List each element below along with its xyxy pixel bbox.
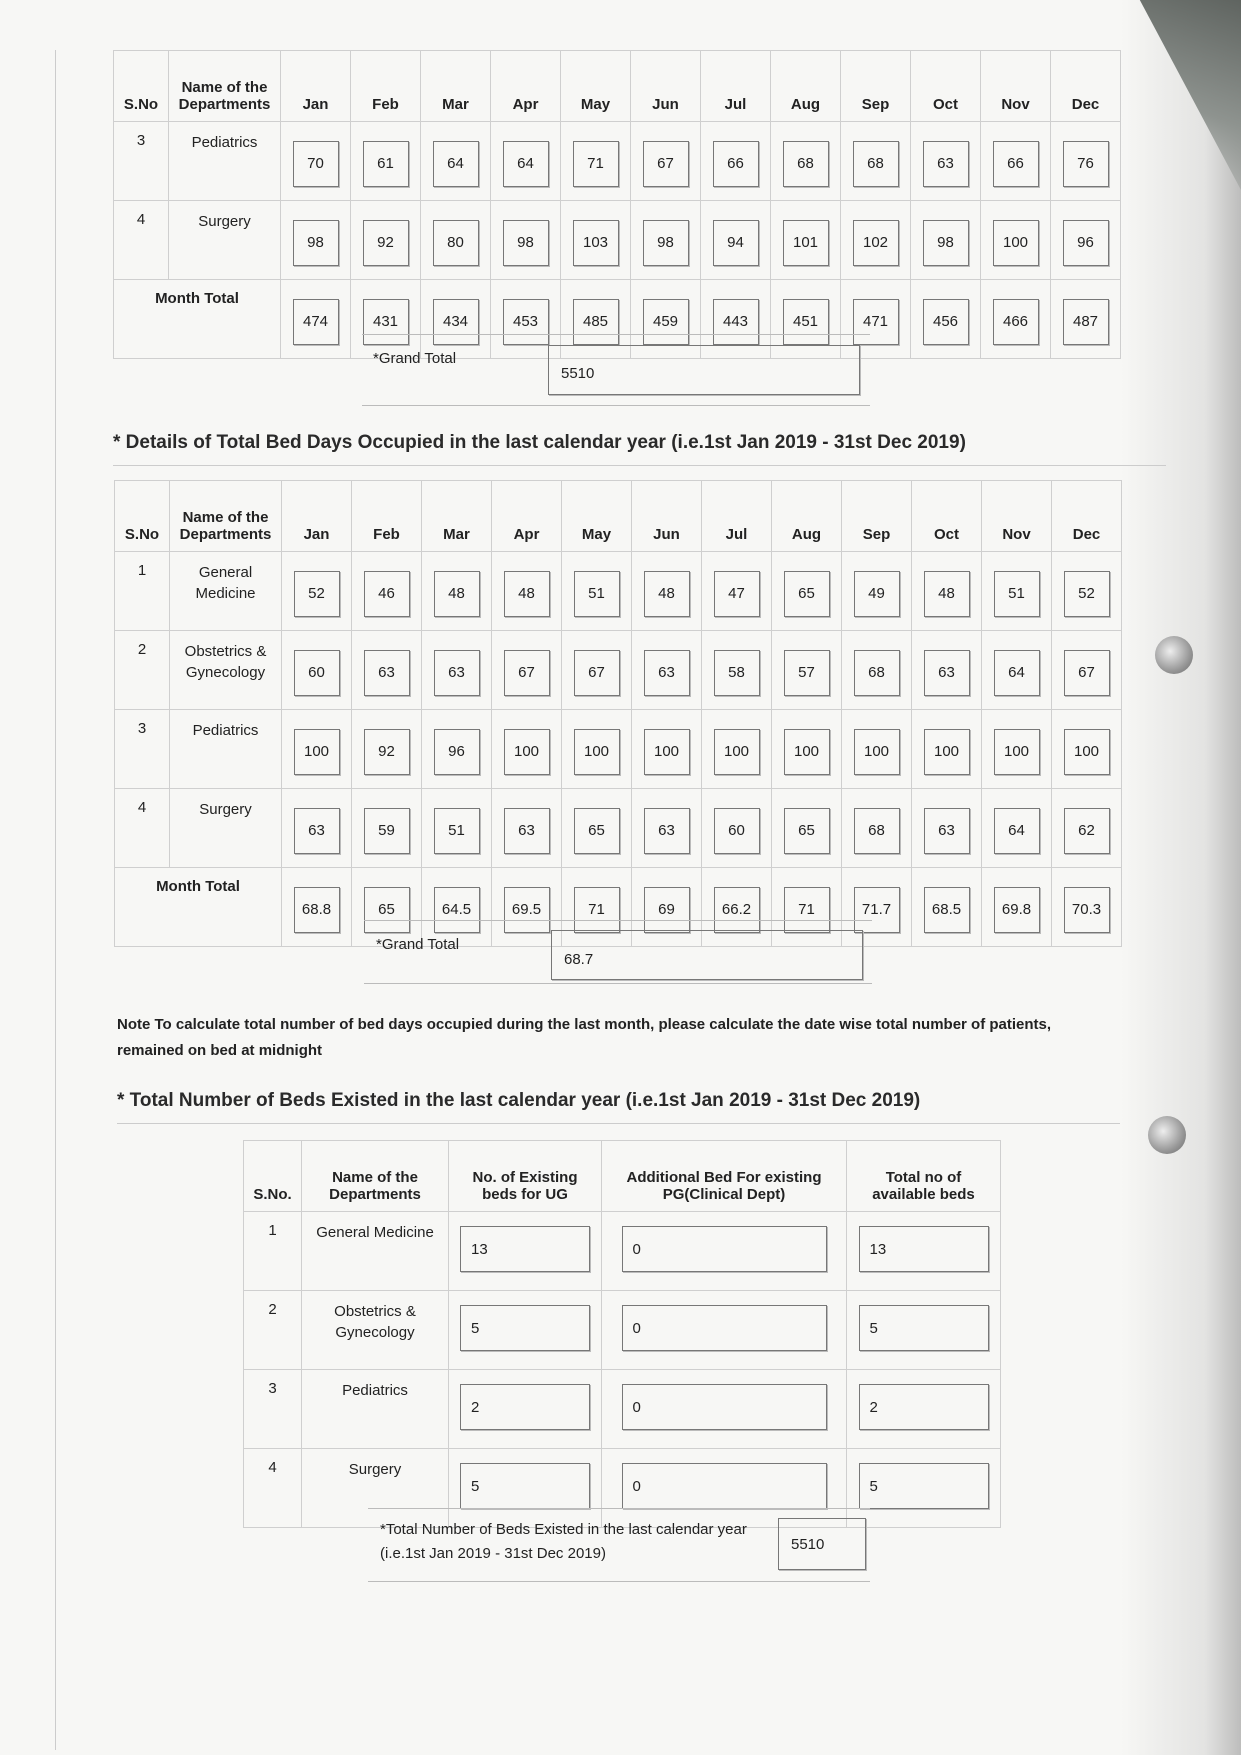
total-value-box: 5 <box>859 1463 989 1509</box>
value-box: 443 <box>713 299 759 345</box>
value-cell <box>702 552 772 631</box>
grand-total-value: 5510 <box>548 345 860 395</box>
value-box: 100 <box>294 729 340 775</box>
value-box: 67 <box>574 650 620 696</box>
value-box: 63 <box>294 808 340 854</box>
page-edge-shadow <box>1121 0 1241 1755</box>
value-cell <box>281 122 351 201</box>
value-cell <box>562 552 632 631</box>
value-cell <box>772 631 842 710</box>
value-box: 76 <box>1063 141 1109 187</box>
col-sno: S.No <box>115 481 170 552</box>
value-cell <box>841 201 911 280</box>
ug-value-box: 13 <box>460 1226 590 1272</box>
total-value-box: 2 <box>859 1384 989 1430</box>
row-department: Pediatrics <box>302 1370 449 1449</box>
value-box: 101 <box>783 220 829 266</box>
value-box: 48 <box>924 571 970 617</box>
value-cell <box>912 552 982 631</box>
value-box: 63 <box>504 808 550 854</box>
value-cell <box>981 122 1051 201</box>
pg-value-box: 0 <box>622 1226 827 1272</box>
value-box: 47 <box>714 571 760 617</box>
value-cell <box>982 552 1052 631</box>
value-box: 65 <box>784 808 830 854</box>
value-cell <box>491 201 561 280</box>
col-month: Jan <box>281 51 351 122</box>
col-month: Dec <box>1051 51 1121 122</box>
table-row <box>114 201 1121 280</box>
value-box: 98 <box>503 220 549 266</box>
value-box: 100 <box>504 729 550 775</box>
value-box: 92 <box>363 220 409 266</box>
value-cell <box>981 201 1051 280</box>
value-box: 474 <box>293 299 339 345</box>
bed-days-table <box>114 480 1122 947</box>
value-cell <box>351 201 421 280</box>
value-box: 51 <box>434 808 480 854</box>
value-cell <box>842 789 912 868</box>
value-cell <box>561 201 631 280</box>
value-box: 64 <box>503 141 549 187</box>
value-cell <box>449 1212 602 1291</box>
note-text: Note To calculate total number of bed days occupied during the last month, please calculate the date wise total number of patients, remained on bed at midnight <box>117 1016 1052 1059</box>
value-box: 66 <box>993 141 1039 187</box>
col-department: Name of the Departments <box>170 481 282 552</box>
value-box: 51 <box>994 571 1040 617</box>
col-month: May <box>561 51 631 122</box>
value-box: 52 <box>1064 571 1110 617</box>
value-cell <box>982 631 1052 710</box>
value-cell <box>632 552 702 631</box>
row-sno: 2 <box>244 1291 302 1370</box>
value-box: 487 <box>1063 299 1109 345</box>
beds-existed-heading: * Total Number of Beds Existed in the last calendar year (i.e.1st Jan 2019 - 31st Dec 2019) <box>117 1090 921 1111</box>
table-row <box>115 789 1122 868</box>
col-month: Jan <box>282 481 352 552</box>
value-box: 68.8 <box>294 887 340 933</box>
value-cell <box>772 789 842 868</box>
value-cell <box>422 710 492 789</box>
row-sno: 2 <box>115 631 170 710</box>
value-box: 434 <box>433 299 479 345</box>
total-beds-value: 5510 <box>778 1518 866 1570</box>
table-row <box>115 631 1122 710</box>
value-box: 66 <box>713 141 759 187</box>
value-cell <box>632 710 702 789</box>
value-box: 67 <box>504 650 550 696</box>
value-box: 64 <box>994 650 1040 696</box>
value-box: 48 <box>644 571 690 617</box>
table-row <box>115 552 1122 631</box>
value-cell <box>562 710 632 789</box>
value-cell <box>842 552 912 631</box>
table-header <box>114 51 1121 122</box>
ug-value-box: 5 <box>460 1463 590 1509</box>
value-box: 103 <box>573 220 619 266</box>
value-cell <box>1051 280 1121 359</box>
col-month: May <box>562 481 632 552</box>
value-cell <box>702 631 772 710</box>
value-box: 69 <box>644 887 690 933</box>
value-cell <box>982 868 1052 947</box>
value-box: 67 <box>1064 650 1110 696</box>
col-month: Oct <box>912 481 982 552</box>
total-beds-label: *Total Number of Beds Existed in the last calendar year (i.e.1st Jan 2019 - 31st Dec 2019) <box>380 1521 747 1562</box>
value-box: 68 <box>854 650 900 696</box>
value-box: 68 <box>783 141 829 187</box>
value-cell <box>562 789 632 868</box>
value-cell <box>912 631 982 710</box>
row-department: Surgery <box>170 789 282 868</box>
value-cell <box>847 1370 1001 1449</box>
value-cell <box>911 280 981 359</box>
value-box: 100 <box>854 729 900 775</box>
col-month: Feb <box>352 481 422 552</box>
value-cell <box>602 1291 847 1370</box>
value-cell <box>701 122 771 201</box>
value-cell <box>702 710 772 789</box>
value-box: 100 <box>574 729 620 775</box>
value-cell <box>632 789 702 868</box>
value-box: 62 <box>1064 808 1110 854</box>
col-month: Aug <box>772 481 842 552</box>
value-box: 69.5 <box>504 887 550 933</box>
value-box: 68 <box>854 808 900 854</box>
table-row <box>244 1212 1001 1291</box>
value-box: 63 <box>924 650 970 696</box>
table-header <box>244 1141 1001 1212</box>
value-box: 100 <box>924 729 970 775</box>
value-cell <box>631 201 701 280</box>
value-box: 68 <box>853 141 899 187</box>
row-department: Pediatrics <box>169 122 281 201</box>
col-month: Jun <box>632 481 702 552</box>
value-box: 100 <box>784 729 830 775</box>
pg-value-box: 0 <box>622 1305 827 1351</box>
table-header <box>115 481 1122 552</box>
value-cell <box>492 631 562 710</box>
value-box: 63 <box>644 650 690 696</box>
punch-hole <box>1155 636 1193 674</box>
col-sno: S.No. <box>244 1141 302 1212</box>
value-cell <box>631 122 701 201</box>
total-value-box: 13 <box>859 1226 989 1272</box>
value-box: 49 <box>854 571 900 617</box>
value-box: 71 <box>574 887 620 933</box>
value-box: 48 <box>504 571 550 617</box>
col-month: Oct <box>911 51 981 122</box>
row-sno: 1 <box>244 1212 302 1291</box>
value-cell <box>421 201 491 280</box>
value-box: 71.7 <box>854 887 900 933</box>
col-sno: S.No <box>114 51 169 122</box>
col-month: Jul <box>701 51 771 122</box>
value-box: 71 <box>784 887 830 933</box>
value-cell <box>602 1370 847 1449</box>
value-cell <box>702 789 772 868</box>
value-cell <box>282 631 352 710</box>
margin-rule <box>55 50 56 1750</box>
value-box: 98 <box>293 220 339 266</box>
value-box: 98 <box>643 220 689 266</box>
value-box: 65 <box>784 571 830 617</box>
col-department: Name of the Departments <box>302 1141 449 1212</box>
ug-value-box: 2 <box>460 1384 590 1430</box>
value-box: 466 <box>993 299 1039 345</box>
col-month: Dec <box>1052 481 1122 552</box>
value-cell <box>562 631 632 710</box>
value-cell <box>701 201 771 280</box>
value-cell <box>911 122 981 201</box>
value-box: 100 <box>1064 729 1110 775</box>
value-cell <box>1052 552 1122 631</box>
col-total-beds: Total no of available beds <box>847 1141 1001 1212</box>
value-box: 100 <box>993 220 1039 266</box>
value-box: 431 <box>363 299 409 345</box>
value-cell <box>771 122 841 201</box>
value-cell <box>847 1212 1001 1291</box>
value-box: 471 <box>853 299 899 345</box>
value-cell <box>772 552 842 631</box>
value-box: 63 <box>923 141 969 187</box>
value-box: 102 <box>853 220 899 266</box>
value-cell <box>561 122 631 201</box>
value-box: 92 <box>364 729 410 775</box>
col-department: Name of the Departments <box>169 51 281 122</box>
value-box: 64 <box>433 141 479 187</box>
beds-table <box>243 1140 1001 1528</box>
value-cell <box>912 789 982 868</box>
value-box: 80 <box>433 220 479 266</box>
value-cell <box>282 710 352 789</box>
row-sno: 3 <box>115 710 170 789</box>
value-cell <box>912 868 982 947</box>
value-box: 60 <box>714 808 760 854</box>
value-box: 453 <box>503 299 549 345</box>
admissions-table <box>113 50 1121 359</box>
row-department: Obstetrics & Gynecology <box>302 1291 449 1370</box>
value-cell <box>1052 868 1122 947</box>
grand-total-label: *Grand Total <box>376 936 460 953</box>
col-month: Apr <box>491 51 561 122</box>
value-cell <box>352 789 422 868</box>
col-month: Nov <box>982 481 1052 552</box>
value-box: 100 <box>714 729 760 775</box>
ug-value-box: 5 <box>460 1305 590 1351</box>
value-cell <box>281 280 351 359</box>
value-box: 59 <box>364 808 410 854</box>
col-month: Apr <box>492 481 562 552</box>
value-cell <box>421 122 491 201</box>
total-value-box: 5 <box>859 1305 989 1351</box>
value-cell <box>281 201 351 280</box>
value-cell <box>422 552 492 631</box>
row-sno: 4 <box>115 789 170 868</box>
row-department: Pediatrics <box>170 710 282 789</box>
value-box: 57 <box>784 650 830 696</box>
value-cell <box>1052 789 1122 868</box>
grand-total-value: 68.7 <box>551 930 863 980</box>
value-cell <box>1052 631 1122 710</box>
col-month: Jun <box>631 51 701 122</box>
col-month: Feb <box>351 51 421 122</box>
value-cell <box>912 710 982 789</box>
row-sno: 4 <box>244 1449 302 1528</box>
bed-days-heading: * Details of Total Bed Days Occupied in the last calendar year (i.e.1st Jan 2019 - 31st Dec 2019) <box>113 432 966 453</box>
value-box: 63 <box>434 650 480 696</box>
value-cell <box>491 122 561 201</box>
col-month: Mar <box>422 481 492 552</box>
value-box: 70.3 <box>1064 887 1110 933</box>
value-cell <box>1051 201 1121 280</box>
value-box: 46 <box>364 571 410 617</box>
value-box: 70 <box>293 141 339 187</box>
col-month: Aug <box>771 51 841 122</box>
row-department: Obstetrics & Gynecology <box>170 631 282 710</box>
grand-total-label: *Grand Total <box>373 350 457 367</box>
value-box: 48 <box>434 571 480 617</box>
value-cell <box>632 631 702 710</box>
col-month: Mar <box>421 51 491 122</box>
value-box: 61 <box>363 141 409 187</box>
value-box: 67 <box>643 141 689 187</box>
value-cell <box>602 1212 847 1291</box>
table-row <box>114 122 1121 201</box>
row-department: General Medicine <box>170 552 282 631</box>
value-cell <box>842 631 912 710</box>
month-total-label: Month Total <box>115 868 282 947</box>
row-sno: 3 <box>114 122 169 201</box>
value-cell <box>492 552 562 631</box>
value-cell <box>841 122 911 201</box>
value-cell <box>982 710 1052 789</box>
value-box: 96 <box>1063 220 1109 266</box>
value-box: 64.5 <box>434 887 480 933</box>
table-row <box>244 1291 1001 1370</box>
row-sno: 3 <box>244 1370 302 1449</box>
pg-value-box: 0 <box>622 1384 827 1430</box>
value-cell <box>282 868 352 947</box>
value-box: 456 <box>923 299 969 345</box>
value-box: 96 <box>434 729 480 775</box>
col-month: Sep <box>841 51 911 122</box>
value-cell <box>449 1291 602 1370</box>
table-row <box>115 710 1122 789</box>
col-month: Sep <box>842 481 912 552</box>
value-cell <box>1052 710 1122 789</box>
value-cell <box>911 201 981 280</box>
value-cell <box>422 789 492 868</box>
value-cell <box>772 710 842 789</box>
value-cell <box>282 552 352 631</box>
value-box: 98 <box>923 220 969 266</box>
row-department: General Medicine <box>302 1212 449 1291</box>
value-box: 63 <box>364 650 410 696</box>
col-month: Jul <box>702 481 772 552</box>
row-department: Surgery <box>302 1449 449 1528</box>
value-box: 65 <box>364 887 410 933</box>
value-box: 485 <box>573 299 619 345</box>
value-box: 58 <box>714 650 760 696</box>
row-department: Surgery <box>169 201 281 280</box>
value-box: 60 <box>294 650 340 696</box>
month-total-label: Month Total <box>114 280 281 359</box>
value-box: 94 <box>713 220 759 266</box>
value-cell <box>352 552 422 631</box>
value-cell <box>981 280 1051 359</box>
value-cell <box>352 710 422 789</box>
col-pg-beds: Additional Bed For existing PG(Clinical Dept) <box>602 1141 847 1212</box>
table-row <box>244 1370 1001 1449</box>
value-box: 451 <box>783 299 829 345</box>
value-cell <box>449 1370 602 1449</box>
value-box: 71 <box>573 141 619 187</box>
punch-hole <box>1148 1116 1186 1154</box>
value-cell <box>282 789 352 868</box>
value-box: 69.8 <box>994 887 1040 933</box>
value-box: 65 <box>574 808 620 854</box>
value-cell <box>352 631 422 710</box>
value-box: 63 <box>644 808 690 854</box>
value-box: 66.2 <box>714 887 760 933</box>
value-box: 100 <box>994 729 1040 775</box>
value-cell <box>351 122 421 201</box>
value-cell <box>771 201 841 280</box>
value-cell <box>842 710 912 789</box>
value-box: 51 <box>574 571 620 617</box>
value-cell <box>492 710 562 789</box>
value-box: 100 <box>644 729 690 775</box>
value-cell <box>847 1291 1001 1370</box>
pg-value-box: 0 <box>622 1463 827 1509</box>
col-ug-beds: No. of Existing beds for UG <box>449 1141 602 1212</box>
value-box: 63 <box>924 808 970 854</box>
value-box: 64 <box>994 808 1040 854</box>
value-box: 52 <box>294 571 340 617</box>
col-month: Nov <box>981 51 1051 122</box>
value-cell <box>982 789 1052 868</box>
value-box: 68.5 <box>924 887 970 933</box>
row-sno: 1 <box>115 552 170 631</box>
value-box: 459 <box>643 299 689 345</box>
row-sno: 4 <box>114 201 169 280</box>
value-cell <box>1051 122 1121 201</box>
value-cell <box>422 631 492 710</box>
value-cell <box>492 789 562 868</box>
